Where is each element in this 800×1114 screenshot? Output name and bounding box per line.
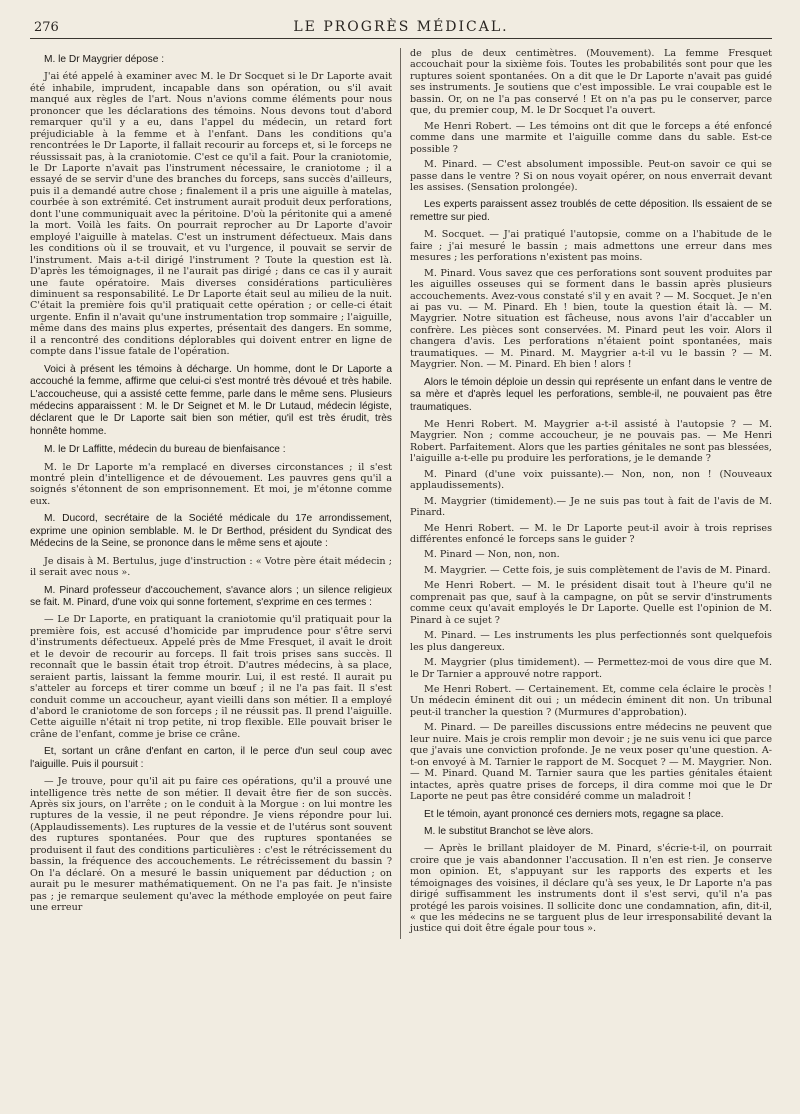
testimony-paragraph: — Le Dr Laporte, en pratiquant la craniotomie qu'il pratiquait pour la première fois, est accusé d'homicide par imprudence pour s'être servi d'instruments défectueux. Appelé près de Mme Fresquet, il avait le droit et le devoir de recourir au forceps. Il fait trois prises sans succès. Il reconnaît que le bassin était trop étroit. D'autres médecins, à sa place, seraient partis, laissant la femme mourir. Lui, il est resté. Il aurait pu s'atteler au forceps et tirer comme un bœuf ; il ne l'a pas fait. Il s'est conduit comme un accoucheur, ayant vieilli dans son métier. Il a employé d'abord le craniotome de son forceps ; il ne réussit pas. Il prend l'aiguille. Cette aiguille n'était ni trop petite, ni trop flexible. Elle pouvait briser le crâne de l'enfant, comme je brise ce crâne. — [30, 614, 392, 740]
testimony-paragraph: M. Maygrier. — Cette fois, je suis complètement de l'avis de M. Pinard. — [424, 564, 771, 576]
summary-paragraph: Et, sortant un crâne d'enfant en carton, il le perce d'un seul coup avec l'aiguille. Puis il poursuit : — [30, 746, 392, 770]
testimony-paragraph: M. Pinard. — Les instruments les plus perfectionnés sont quelquefois les plus dangereux. — [410, 630, 772, 653]
testimony-paragraph: Me Henri Robert. — M. le Dr Laporte peut-il avoir à trois reprises différentes enfoncé le forceps sans le guider ? — [410, 522, 772, 545]
testimony-paragraph: Je disais à M. Bertulus, juge d'instruction : « Votre père était médecin ; il serait avec nous ». — [30, 555, 392, 579]
left-column — [30, 48, 401, 939]
testimony-paragraph: J'ai été appelé à examiner avec M. le Dr Socquet si le Dr Laporte avait été inhabile, imprudent, incapable dans son opération, ou s'il avait manqué aux règles de l'art. Nous n'avions comme éléments pour nous prononcer que les déclarations des témoins. Nous devons tout d'abord remarquer qu'il y a eu, dans l'appel du médecin, un retard fort préjudiciable à la femme et à l'enfant. Dans les conditions qu'a rencontrées le Dr Laporte, il fallait recourir au forceps et, si le forceps ne réussissait pas, à la craniotomie. C'est ce qu'il a fait. Pour la craniotomie, le Dr Laporte n'avait pas l'instrument nécessaire, le craniotome ; il a essayé de se servir d'une des branches du forceps, sans succès d'ailleurs, puis il a demandé autre chose ; finalement il a pris une aiguille à matelas, courbée à son extrémité. Cet instrument aurait produit deux perforations, dont l'une communiquait avec la péritoine. D'où la péritonite qui a amené la mort. Voilà les faits. On pourrait reprocher au Dr Laporte d'avoir employé l'aiguille à matelas. C'est un instrument défectueux. Mais dans les conditions où il se trouvait, et vu l'urgence, il pouvait se servir de l'instrument. Mais a-t-il dirigé l'instrument ? Toute la question est là. D'après les témoignages, il ne l'aurait pas dirigé ; dans ce cas il y aurait une faute opératoire. Mais diverses considérations particulières diminuent sa responsabilité. Le Dr Laporte était seul au milieu de la nuit. C'était la première fois qu'il pratiquait cette opération ; or celle-ci était urgente. Enfin il n'avait qu'une instrumentation trop sommaire ; l'aiguille, même dans des mains plus expertes, présentait des dangers. En somme, il a rencontré des conditions déplorables qui doivent entrer en ligne de compte dans l'issue fatale de l'opération. — [30, 71, 392, 358]
testimony-paragraph: Me Henri Robert. M. Maygrier a-t-il assisté à l'autopsie ? — M. Maygrier. Non ; comme accoucheur, je ne pouvais pas. — Me Henri Robert. Parfaitement. Alors que les parties génitales ne sont pas blessées, l'aiguille a-t-elle pu produire les perforations, je le demande ? — [410, 418, 772, 465]
page-number: 276 — [34, 20, 59, 35]
summary-paragraph: Et le témoin, ayant prononcé ces derniers mots, regagne sa place. — [424, 808, 724, 820]
testimony-paragraph: M. Maygrier (timidement).— Je ne suis pas tout à fait de l'avis de M. Pinard. — [410, 495, 772, 519]
right-column — [408, 48, 772, 939]
testimony-paragraph: M. Pinard — Non, non, non. — [424, 549, 560, 561]
article-columns — [30, 48, 772, 939]
summary-paragraph: Voici à présent les témoins à décharge. Un homme, dont le Dr Laporte a accouché la femme, affirme que celui-ci s'est montré très dévoué et très habile. L'accoucheuse, qui a assisté cette femme, parle dans le même sens. Plusieurs médecins apparaissent : M. le Dr Seignet et M. le Dr Lutaud, médecin légiste, déclarent que le Dr Laporte sait bien son métier, qu'il est très érudit, très honnête homme. — [30, 363, 392, 437]
summary-paragraph: Les experts paraissent assez troublés de cette déposition. Ils essaient de se remettre sur pied. — [410, 199, 772, 223]
testimony-paragraph: Me Henri Robert. — M. le président disait tout à l'heure qu'il ne comprenait pas que, sauf à la campagne, on pût se servir d'instruments comme ceux qu'avait employés le Dr Laporte. Quelle est l'opinion de M. Pinard à ce sujet ? — [410, 580, 772, 626]
summary-paragraph: M. Pinard professeur d'accouchement, s'avance alors ; un silence religieux se fait. M. Pinard, d'une voix qui sonne fortement, s'exprime en ces termes : — [30, 584, 392, 608]
summary-paragraph: M. le Dr Laffitte, médecin du bureau de bienfaisance : — [44, 444, 286, 456]
testimony-paragraph: de plus de deux centimètres. (Mouvement). La femme Fresquet accouchait pour la sixième fois. Toutes les probabilités sont pour que les ruptures soient spontanées. On a dit que le Dr Laporte n'avait pas guidé ses instruments. Je soutiens que c'est impossible. Le vrai coupable est le bassin. Or, on ne l'a pas conservé ! Et on n'a pas pu le conserver, parce que, du premier coup, M. le Dr Socquet l'a ouvert. — [410, 48, 772, 117]
testimony-paragraph: Me Henri Robert. — Certainement. Et, comme cela éclaire le procès ! Un médecin éminent dit oui ; un médecin éminent dit non. Un tribunal peut-il trancher la question ? (Murmures d'approbation). — [410, 683, 772, 718]
page-header — [30, 18, 772, 39]
testimony-paragraph: M. le Dr Laporte m'a remplacé en diverses circonstances ; il s'est montré plein d'intelligence et de dévouement. Les pauvres gens qu'il a soignés s'étonnent de son emprisonnement. Et moi, je m'étonne comme eux. — [30, 461, 392, 507]
testimony-paragraph: — Je trouve, pour qu'il ait pu faire ces opérations, qu'il a prouvé une intelligence très nette de son métier. Il devait être fier de son succès. Après six jours, on l'arrête ; on le conduit à la Morgue : on lui montre les ruptures de la vessie, il ne peut répondre. Je viens répondre pour lui. (Applaudissements). Les ruptures de la vessie et de l'utérus sont souvent des ruptures spontanées. Pour que des ruptures spontanées se produisent il faut des conditions particulières : c'est le rétrécissement du bassin, la fréquence des accouchements. Le rétrécissement du bassin ? On l'a déclaré. On a mesuré le bassin uniquement par déduction ; on aurait pu le mesurer mathématiquement. On ne l'a pas fait. Je n'insiste pas ; je remarque seulement qu'avec la méthode employée on peut faire une erreur — [30, 776, 392, 914]
summary-paragraph: M. Ducord, secrétaire de la Société médicale du 17e arrondissement, exprime une opinion semblable. M. le Dr Berthod, président du Syndicat des Médecins de la Seine, se prononce dans le même sens et ajoute : — [30, 513, 392, 550]
summary-paragraph: M. le Dr Maygrier dépose : — [44, 54, 165, 65]
testimony-paragraph: M. Pinard (d'une voix puissante).— Non, non, non ! (Nouveaux applaudissements). — [410, 468, 772, 492]
testimony-paragraph: — Après le brillant plaidoyer de M. Pinard, s'écrie-t-il, on pourrait croire que je vais abandonner l'accusation. Il n'en est rien. Je conserve mon opinion. Et, s'appuyant sur les rapports des experts et les témoignages des voisines, il déclare qu'à ses yeux, le Dr Laporte n'a pas dirigé suffisamment les instruments dont il s'est servi, qu'il n'a pas protégé les parois voisines. Il sollicite donc une condamnation, afin, dit-il, « que les médecins ne se targuent plus de leur irresponsabilité devant la justice qui doit être égale pour tous ». — [410, 843, 772, 935]
testimony-paragraph: M. Pinard. Vous savez que ces perforations sont souvent produites par les aiguilles osseuses qui se forment dans le bassin après plusieurs accouchements. Avez-vous constaté s'il y en avait ? — M. Socquet. Je n'en ai pas vu. — M. Pinard. Eh ! bien, toute la question était là. — M. Maygrier. Notre situation est fâcheuse, nous avons l'air d'accabler un confrère. Les pièces sont conservées. M. Pinard peut les voir. Alors il changera d'avis. Les perforations n'étaient point spontanées, mais traumatiques. — M. Pinard. M. Maygrier a-t-il vu le bassin ? — M. Maygrier. Non. — M. Pinard. Eh bien ! alors ! — [410, 267, 772, 371]
testimony-paragraph: M. Pinard. — C'est absolument impossible. Peut-on savoir ce qui se passe dans le ventre ? Si on nous voyait opérer, on nous enverrait devant les assises. (Sensation prolongée). — [410, 159, 772, 193]
testimony-paragraph: Me Henri Robert. — Les témoins ont dit que le forceps a été enfoncé comme dans une marmite et l'aiguille comme dans du sable. Est-ce possible ? — [410, 120, 772, 155]
testimony-paragraph: M. Socquet. — J'ai pratiqué l'autopsie, comme on a l'habitude de le faire ; j'ai mesuré le bassin ; mais admettons une erreur dans mes mesures ; les perforations n'existent pas moins. — [410, 229, 772, 264]
running-title: LE PROGRÈS MÉDICAL. — [293, 19, 509, 35]
testimony-paragraph: M. Pinard. — De pareilles discussions entre médecins ne peuvent que leur nuire. Mais je crois remplir mon devoir ; je ne suis venu ici que parce que j'avais une conviction profonde. Je ne veux poser qu'une question. A-t-on envoyé à M. Tarnier le rapport de M. Socquet ? — M. Maygrier. Non. — M. Pinard. Quand M. Tarnier saura que les parties génitales étaient intactes, après quatre prises de forceps, il dira comme moi que le Dr Laporte ne peut pas être considéré comme un maladroit ! — [410, 722, 772, 803]
summary-paragraph: Alors le témoin déploie un dessin qui représente un enfant dans le ventre de sa mère et d'après lequel les perforations, semble-il, ne pouvaient pas être traumatiques. — [410, 376, 772, 413]
summary-paragraph: M. le substitut Branchot se lève alors. — [424, 825, 594, 837]
testimony-paragraph: M. Maygrier (plus timidement). — Permettez-moi de vous dire que M. le Dr Tarnier a approuvé notre rapport. — [410, 657, 772, 680]
